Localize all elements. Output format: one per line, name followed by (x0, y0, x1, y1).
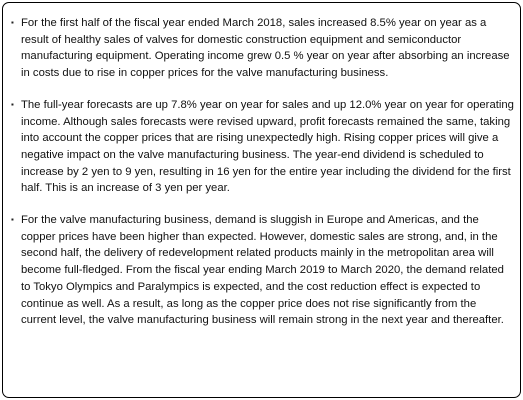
bullet-item-full-year-forecast (11, 97, 514, 197)
bullet-list (11, 15, 514, 329)
bullet-text: For the valve manufacturing business, demand is sluggish in Europe and Americas, and the copper prices have been higher than expected. However, domestic sales are strong, and, in the second half, the delivery of redevelopment related products mainly in the metropolitan area will become full-fledged. From the fiscal year ending March 2019 to March 2020, the demand related to Tokyo Olympics and Paralympics is expected, and the cost reduction effect is expected to continue as well. As a result, as long as the copper price does not rise significantly from the current level, the valve manufacturing business will remain strong in the next year and thereafter. (21, 214, 504, 327)
summary-text-box (2, 2, 521, 398)
bullet-marker: ▪ (11, 99, 14, 109)
bullet-item-first-half-results (11, 15, 514, 82)
bullet-item-valve-business-outlook (11, 212, 514, 329)
bullet-text: The full-year forecasts are up 7.8% year on year for sales and up 12.0% year on year for operating income. Although sales forecasts were revised upward, profit forecasts remained the same, taking into account the copper prices that are rising unexpectedly high. Rising copper prices will give a negative impact on the valve manufacturing business. The year-end dividend is scheduled to increase by 2 yen to 9 yen, resulting in 16 yen for the entire year including the dividend for the first half. This is an increase of 3 yen per year. (21, 98, 514, 195)
bullet-marker: ▪ (11, 18, 14, 27)
bullet-text: For the first half of the fiscal year ended March 2018, sales increased 8.5% year on year as a result of healthy sales of valves for domestic construction equipment and semiconductor manufacturing equipment. Operating income grew 0.5 % year on year after absorbing an increase in costs due to rise in copper prices for the valve manufacturing business. (21, 17, 510, 80)
bullet-marker: ▪ (11, 215, 14, 225)
